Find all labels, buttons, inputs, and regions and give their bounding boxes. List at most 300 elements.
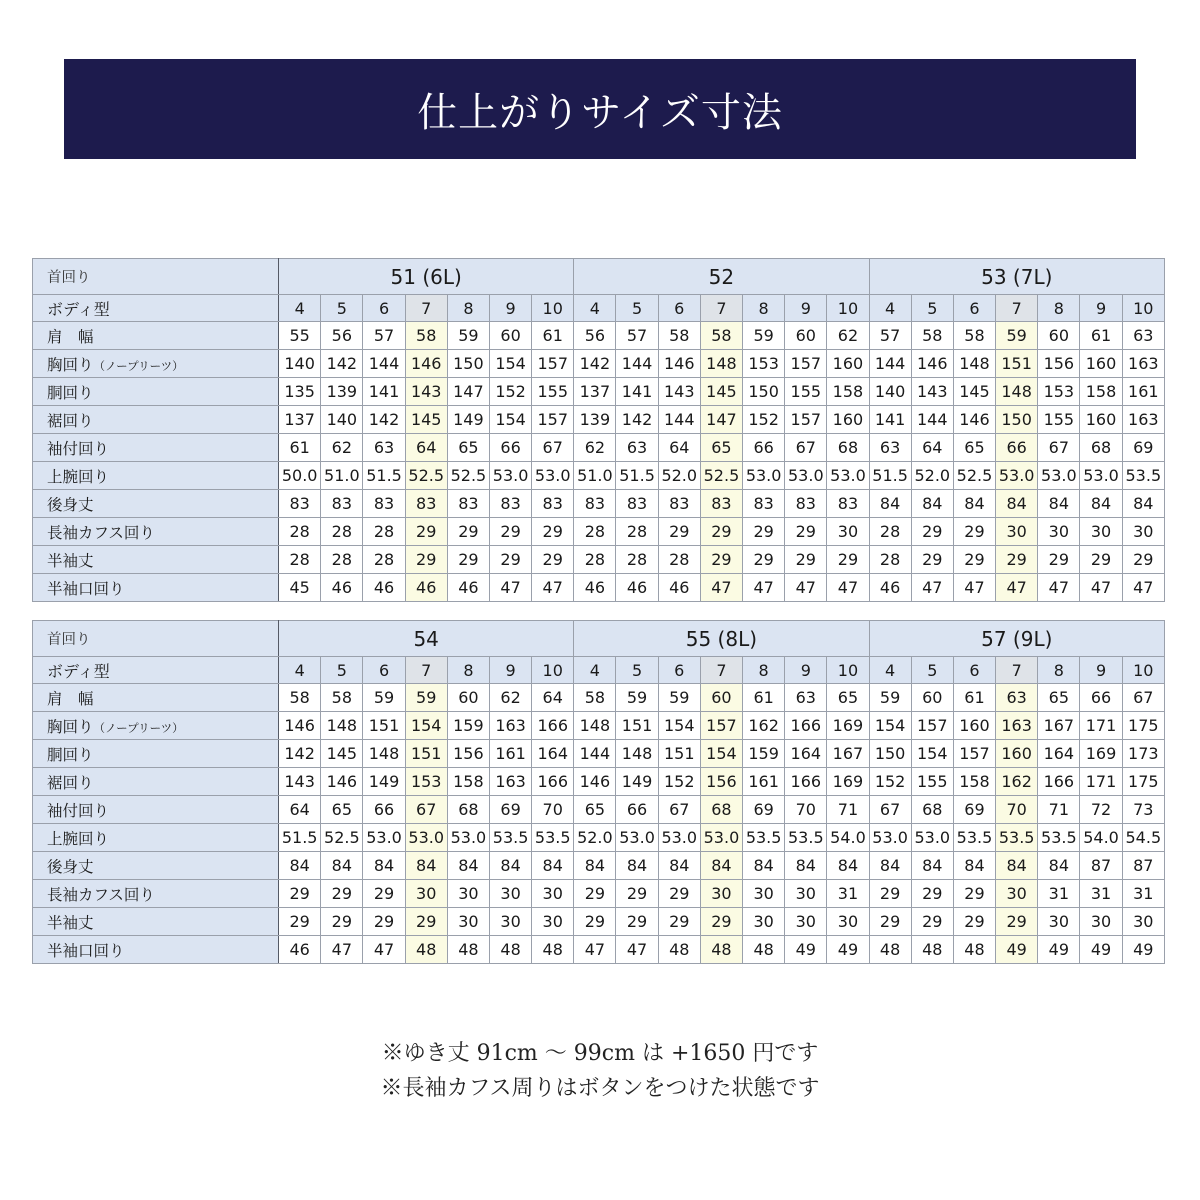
value-cell: 48 bbox=[953, 936, 995, 964]
value-cell: 148 bbox=[363, 740, 405, 768]
measure-label bbox=[33, 322, 279, 350]
value-cell: 84 bbox=[911, 490, 953, 518]
value-cell: 31 bbox=[1122, 880, 1164, 908]
value-cell: 163 bbox=[1122, 406, 1164, 434]
value-cell: 29 bbox=[827, 546, 869, 574]
value-cell: 149 bbox=[363, 768, 405, 796]
value-cell: 53.5 bbox=[532, 824, 574, 852]
note-cuff: ※長袖カフス周りはボタンをつけた状態です bbox=[380, 1076, 820, 1101]
value-cell: 152 bbox=[869, 768, 911, 796]
value-cell: 84 bbox=[911, 852, 953, 880]
value-cell: 145 bbox=[700, 378, 742, 406]
value-cell: 28 bbox=[616, 518, 658, 546]
value-cell: 53.0 bbox=[616, 824, 658, 852]
size-table-1 bbox=[32, 258, 1165, 602]
value-cell: 67 bbox=[658, 796, 700, 824]
measure-row bbox=[33, 796, 1165, 824]
value-cell: 84 bbox=[658, 852, 700, 880]
body-type-cell: 7 bbox=[700, 657, 742, 684]
value-cell: 49 bbox=[785, 936, 827, 964]
value-cell: 30 bbox=[532, 908, 574, 936]
body-type-cell: 6 bbox=[658, 657, 700, 684]
value-cell: 159 bbox=[447, 712, 489, 740]
value-cell: 58 bbox=[911, 322, 953, 350]
body-type-cell: 8 bbox=[743, 657, 785, 684]
value-cell: 69 bbox=[743, 796, 785, 824]
value-cell: 31 bbox=[1080, 880, 1122, 908]
value-cell: 30 bbox=[532, 880, 574, 908]
value-cell: 30 bbox=[700, 880, 742, 908]
value-cell: 47 bbox=[532, 574, 574, 602]
value-cell: 143 bbox=[405, 378, 447, 406]
value-cell: 47 bbox=[616, 936, 658, 964]
value-cell: 48 bbox=[658, 936, 700, 964]
value-cell: 52.5 bbox=[953, 462, 995, 490]
measure-name: 半袖丈 bbox=[47, 551, 94, 570]
value-cell: 65 bbox=[574, 796, 616, 824]
value-cell: 29 bbox=[658, 908, 700, 936]
value-cell: 67 bbox=[532, 434, 574, 462]
value-cell: 160 bbox=[996, 740, 1038, 768]
value-cell: 54.5 bbox=[1122, 824, 1164, 852]
value-cell: 144 bbox=[911, 406, 953, 434]
value-cell: 158 bbox=[827, 378, 869, 406]
value-cell: 29 bbox=[700, 518, 742, 546]
value-cell: 153 bbox=[1038, 378, 1080, 406]
value-cell: 84 bbox=[953, 852, 995, 880]
value-cell: 52.5 bbox=[321, 824, 363, 852]
body-type-cell: 10 bbox=[532, 657, 574, 684]
body-type-cell: 4 bbox=[869, 657, 911, 684]
value-cell: 53.0 bbox=[911, 824, 953, 852]
value-cell: 29 bbox=[953, 880, 995, 908]
value-cell: 84 bbox=[700, 852, 742, 880]
value-cell: 53.0 bbox=[447, 824, 489, 852]
value-cell: 157 bbox=[785, 350, 827, 378]
value-cell: 30 bbox=[785, 880, 827, 908]
value-cell: 29 bbox=[869, 880, 911, 908]
value-cell: 84 bbox=[869, 852, 911, 880]
value-cell: 60 bbox=[785, 322, 827, 350]
value-cell: 28 bbox=[869, 546, 911, 574]
measure-note: （ノープリーツ） bbox=[93, 358, 184, 373]
value-cell: 68 bbox=[911, 796, 953, 824]
value-cell: 68 bbox=[447, 796, 489, 824]
value-cell: 151 bbox=[616, 712, 658, 740]
value-cell: 166 bbox=[1038, 768, 1080, 796]
value-cell: 163 bbox=[490, 712, 532, 740]
value-cell: 29 bbox=[1038, 546, 1080, 574]
value-cell: 83 bbox=[574, 490, 616, 518]
value-cell: 53.5 bbox=[1038, 824, 1080, 852]
value-cell: 53.5 bbox=[490, 824, 532, 852]
value-cell: 145 bbox=[405, 406, 447, 434]
value-cell: 164 bbox=[785, 740, 827, 768]
measure-row bbox=[33, 378, 1165, 406]
value-cell: 141 bbox=[869, 406, 911, 434]
measure-row bbox=[33, 740, 1165, 768]
neck-size-header: 52 bbox=[574, 259, 869, 295]
value-cell: 29 bbox=[447, 518, 489, 546]
value-cell: 47 bbox=[827, 574, 869, 602]
value-cell: 69 bbox=[953, 796, 995, 824]
value-cell: 139 bbox=[574, 406, 616, 434]
value-cell: 154 bbox=[658, 712, 700, 740]
value-cell: 147 bbox=[447, 378, 489, 406]
measure-label bbox=[33, 434, 279, 462]
value-cell: 29 bbox=[658, 880, 700, 908]
value-cell: 144 bbox=[616, 350, 658, 378]
value-cell: 84 bbox=[996, 490, 1038, 518]
value-cell: 84 bbox=[1038, 852, 1080, 880]
value-cell: 156 bbox=[1038, 350, 1080, 378]
value-cell: 150 bbox=[743, 378, 785, 406]
value-cell: 28 bbox=[279, 546, 321, 574]
body-type-cell: 10 bbox=[532, 295, 574, 322]
measure-label bbox=[33, 490, 279, 518]
body-type-cell: 8 bbox=[447, 295, 489, 322]
value-cell: 47 bbox=[911, 574, 953, 602]
value-cell: 67 bbox=[405, 796, 447, 824]
value-cell: 50.0 bbox=[279, 462, 321, 490]
body-type-cell: 6 bbox=[953, 657, 995, 684]
measure-label bbox=[33, 712, 279, 740]
value-cell: 53.0 bbox=[785, 462, 827, 490]
value-cell: 71 bbox=[1038, 796, 1080, 824]
value-cell: 29 bbox=[574, 880, 616, 908]
value-cell: 58 bbox=[953, 322, 995, 350]
title-banner bbox=[64, 59, 1136, 159]
body-type-cell: 7 bbox=[405, 295, 447, 322]
measure-name: 肩 幅 bbox=[47, 327, 94, 346]
measure-row bbox=[33, 518, 1165, 546]
value-cell: 146 bbox=[574, 768, 616, 796]
measure-name: 上腕回り bbox=[47, 829, 110, 848]
value-cell: 29 bbox=[405, 518, 447, 546]
value-cell: 84 bbox=[1080, 490, 1122, 518]
value-cell: 150 bbox=[996, 406, 1038, 434]
value-cell: 87 bbox=[1080, 852, 1122, 880]
value-cell: 30 bbox=[743, 908, 785, 936]
value-cell: 46 bbox=[363, 574, 405, 602]
measure-name: 長袖カフス回り bbox=[47, 885, 155, 904]
value-cell: 160 bbox=[827, 406, 869, 434]
page-title: 仕上がりサイズ寸法 bbox=[417, 89, 783, 136]
body-type-cell: 8 bbox=[447, 657, 489, 684]
value-cell: 30 bbox=[490, 880, 532, 908]
value-cell: 148 bbox=[321, 712, 363, 740]
value-cell: 142 bbox=[616, 406, 658, 434]
value-cell: 150 bbox=[869, 740, 911, 768]
value-cell: 64 bbox=[532, 684, 574, 712]
measure-name: 袖付回り bbox=[47, 801, 110, 820]
value-cell: 48 bbox=[490, 936, 532, 964]
value-cell: 47 bbox=[490, 574, 532, 602]
value-cell: 29 bbox=[616, 880, 658, 908]
value-cell: 161 bbox=[1122, 378, 1164, 406]
value-cell: 29 bbox=[1122, 546, 1164, 574]
value-cell: 47 bbox=[996, 574, 1038, 602]
measure-row bbox=[33, 434, 1165, 462]
value-cell: 64 bbox=[911, 434, 953, 462]
value-cell: 59 bbox=[658, 684, 700, 712]
value-cell: 84 bbox=[953, 490, 995, 518]
body-type-cell: 4 bbox=[574, 295, 616, 322]
value-cell: 63 bbox=[616, 434, 658, 462]
value-cell: 145 bbox=[321, 740, 363, 768]
value-cell: 83 bbox=[490, 490, 532, 518]
value-cell: 161 bbox=[743, 768, 785, 796]
value-cell: 83 bbox=[785, 490, 827, 518]
value-cell: 63 bbox=[1122, 322, 1164, 350]
measure-label bbox=[33, 546, 279, 574]
measure-row bbox=[33, 936, 1165, 964]
value-cell: 28 bbox=[321, 518, 363, 546]
value-cell: 66 bbox=[363, 796, 405, 824]
value-cell: 29 bbox=[911, 908, 953, 936]
value-cell: 166 bbox=[785, 768, 827, 796]
measure-name: 長袖カフス回り bbox=[47, 523, 155, 542]
neck-row bbox=[33, 621, 1165, 657]
value-cell: 29 bbox=[321, 908, 363, 936]
value-cell: 149 bbox=[447, 406, 489, 434]
measure-label bbox=[33, 880, 279, 908]
value-cell: 156 bbox=[700, 768, 742, 796]
value-cell: 137 bbox=[279, 406, 321, 434]
value-cell: 155 bbox=[785, 378, 827, 406]
value-cell: 148 bbox=[574, 712, 616, 740]
value-cell: 30 bbox=[1080, 518, 1122, 546]
value-cell: 60 bbox=[490, 322, 532, 350]
value-cell: 29 bbox=[743, 518, 785, 546]
value-cell: 58 bbox=[700, 322, 742, 350]
value-cell: 146 bbox=[405, 350, 447, 378]
value-cell: 62 bbox=[490, 684, 532, 712]
value-cell: 53.0 bbox=[405, 824, 447, 852]
measure-row bbox=[33, 322, 1165, 350]
value-cell: 67 bbox=[785, 434, 827, 462]
value-cell: 151 bbox=[658, 740, 700, 768]
value-cell: 175 bbox=[1122, 768, 1164, 796]
measure-row bbox=[33, 546, 1165, 574]
value-cell: 169 bbox=[827, 712, 869, 740]
measure-label bbox=[33, 378, 279, 406]
value-cell: 73 bbox=[1122, 796, 1164, 824]
measure-row bbox=[33, 852, 1165, 880]
body-type-cell: 4 bbox=[574, 657, 616, 684]
value-cell: 156 bbox=[447, 740, 489, 768]
value-cell: 49 bbox=[996, 936, 1038, 964]
measure-name: 胴回り bbox=[47, 383, 94, 402]
value-cell: 29 bbox=[658, 518, 700, 546]
value-cell: 171 bbox=[1080, 712, 1122, 740]
value-cell: 29 bbox=[996, 546, 1038, 574]
value-cell: 53.0 bbox=[658, 824, 700, 852]
value-cell: 47 bbox=[363, 936, 405, 964]
value-cell: 158 bbox=[1080, 378, 1122, 406]
value-cell: 62 bbox=[827, 322, 869, 350]
value-cell: 67 bbox=[1038, 434, 1080, 462]
body-type-cell: 6 bbox=[363, 295, 405, 322]
value-cell: 160 bbox=[1080, 350, 1122, 378]
body-type-cell: 7 bbox=[996, 657, 1038, 684]
value-cell: 29 bbox=[363, 908, 405, 936]
value-cell: 30 bbox=[447, 880, 489, 908]
value-cell: 30 bbox=[1122, 518, 1164, 546]
value-cell: 48 bbox=[869, 936, 911, 964]
value-cell: 55 bbox=[279, 322, 321, 350]
value-cell: 70 bbox=[532, 796, 574, 824]
value-cell: 60 bbox=[1038, 322, 1080, 350]
value-cell: 175 bbox=[1122, 712, 1164, 740]
value-cell: 46 bbox=[658, 574, 700, 602]
value-cell: 51.5 bbox=[363, 462, 405, 490]
measure-name: 上腕回り bbox=[47, 467, 110, 486]
body-type-cell: 9 bbox=[785, 657, 827, 684]
value-cell: 152 bbox=[658, 768, 700, 796]
measure-label bbox=[33, 518, 279, 546]
value-cell: 53.0 bbox=[869, 824, 911, 852]
value-cell: 148 bbox=[996, 378, 1038, 406]
value-cell: 66 bbox=[1080, 684, 1122, 712]
value-cell: 149 bbox=[616, 768, 658, 796]
value-cell: 29 bbox=[700, 546, 742, 574]
measure-name: 肩 幅 bbox=[47, 689, 94, 708]
body-type-row bbox=[33, 295, 1165, 322]
value-cell: 158 bbox=[953, 768, 995, 796]
value-cell: 66 bbox=[743, 434, 785, 462]
value-cell: 84 bbox=[743, 852, 785, 880]
value-cell: 60 bbox=[447, 684, 489, 712]
measure-label bbox=[33, 936, 279, 964]
value-cell: 59 bbox=[869, 684, 911, 712]
value-cell: 62 bbox=[574, 434, 616, 462]
note-sleeve-length: ※ゆき丈 91cm ～ 99cm は +1650 円です bbox=[381, 1041, 819, 1066]
value-cell: 52.0 bbox=[658, 462, 700, 490]
neck-label: 首回り bbox=[33, 621, 279, 657]
value-cell: 65 bbox=[447, 434, 489, 462]
neck-size-header: 57 (9L) bbox=[869, 621, 1165, 657]
value-cell: 56 bbox=[574, 322, 616, 350]
value-cell: 67 bbox=[869, 796, 911, 824]
value-cell: 139 bbox=[321, 378, 363, 406]
value-cell: 59 bbox=[363, 684, 405, 712]
value-cell: 154 bbox=[490, 350, 532, 378]
value-cell: 28 bbox=[363, 518, 405, 546]
neck-size-header: 55 (8L) bbox=[574, 621, 869, 657]
value-cell: 166 bbox=[532, 768, 574, 796]
value-cell: 46 bbox=[574, 574, 616, 602]
value-cell: 83 bbox=[532, 490, 574, 518]
value-cell: 147 bbox=[700, 406, 742, 434]
value-cell: 47 bbox=[743, 574, 785, 602]
value-cell: 47 bbox=[1038, 574, 1080, 602]
value-cell: 157 bbox=[532, 406, 574, 434]
value-cell: 47 bbox=[321, 936, 363, 964]
value-cell: 29 bbox=[953, 908, 995, 936]
measure-row bbox=[33, 712, 1165, 740]
body-type-cell: 7 bbox=[700, 295, 742, 322]
value-cell: 29 bbox=[490, 546, 532, 574]
neck-size-header: 51 (6L) bbox=[279, 259, 574, 295]
value-cell: 84 bbox=[827, 852, 869, 880]
value-cell: 29 bbox=[996, 908, 1038, 936]
value-cell: 84 bbox=[785, 852, 827, 880]
value-cell: 51.0 bbox=[574, 462, 616, 490]
value-cell: 63 bbox=[869, 434, 911, 462]
value-cell: 46 bbox=[616, 574, 658, 602]
body-type-cell: 6 bbox=[953, 295, 995, 322]
body-type-cell: 8 bbox=[743, 295, 785, 322]
value-cell: 45 bbox=[279, 574, 321, 602]
value-cell: 151 bbox=[405, 740, 447, 768]
measure-label bbox=[33, 462, 279, 490]
value-cell: 53.0 bbox=[743, 462, 785, 490]
measure-row bbox=[33, 574, 1165, 602]
value-cell: 153 bbox=[405, 768, 447, 796]
value-cell: 142 bbox=[574, 350, 616, 378]
value-cell: 142 bbox=[279, 740, 321, 768]
value-cell: 84 bbox=[574, 852, 616, 880]
body-type-cell: 10 bbox=[1122, 657, 1164, 684]
value-cell: 47 bbox=[953, 574, 995, 602]
value-cell: 144 bbox=[658, 406, 700, 434]
value-cell: 159 bbox=[743, 740, 785, 768]
value-cell: 29 bbox=[321, 880, 363, 908]
neck-row bbox=[33, 259, 1165, 295]
value-cell: 155 bbox=[1038, 406, 1080, 434]
value-cell: 66 bbox=[996, 434, 1038, 462]
value-cell: 30 bbox=[827, 518, 869, 546]
value-cell: 53.5 bbox=[743, 824, 785, 852]
value-cell: 30 bbox=[490, 908, 532, 936]
measure-note: （ノープリーツ） bbox=[93, 720, 184, 735]
value-cell: 52.0 bbox=[574, 824, 616, 852]
value-cell: 140 bbox=[321, 406, 363, 434]
measure-row bbox=[33, 406, 1165, 434]
value-cell: 164 bbox=[532, 740, 574, 768]
value-cell: 61 bbox=[532, 322, 574, 350]
value-cell: 148 bbox=[616, 740, 658, 768]
value-cell: 47 bbox=[1122, 574, 1164, 602]
value-cell: 158 bbox=[447, 768, 489, 796]
value-cell: 57 bbox=[363, 322, 405, 350]
value-cell: 29 bbox=[405, 546, 447, 574]
measure-name: 胸回り bbox=[47, 355, 94, 374]
value-cell: 166 bbox=[532, 712, 574, 740]
value-cell: 52.5 bbox=[447, 462, 489, 490]
body-type-cell: 5 bbox=[321, 295, 363, 322]
body-type-cell: 9 bbox=[490, 657, 532, 684]
value-cell: 142 bbox=[321, 350, 363, 378]
size-table-2 bbox=[32, 620, 1165, 964]
value-cell: 65 bbox=[321, 796, 363, 824]
value-cell: 72 bbox=[1080, 796, 1122, 824]
value-cell: 154 bbox=[405, 712, 447, 740]
value-cell: 29 bbox=[911, 518, 953, 546]
body-type-cell: 4 bbox=[279, 657, 321, 684]
body-type-cell: 10 bbox=[827, 657, 869, 684]
value-cell: 53.0 bbox=[490, 462, 532, 490]
value-cell: 53.5 bbox=[996, 824, 1038, 852]
body-type-cell: 9 bbox=[1080, 657, 1122, 684]
value-cell: 31 bbox=[827, 880, 869, 908]
value-cell: 53.0 bbox=[827, 462, 869, 490]
value-cell: 58 bbox=[279, 684, 321, 712]
value-cell: 59 bbox=[996, 322, 1038, 350]
value-cell: 29 bbox=[532, 518, 574, 546]
measure-label bbox=[33, 796, 279, 824]
